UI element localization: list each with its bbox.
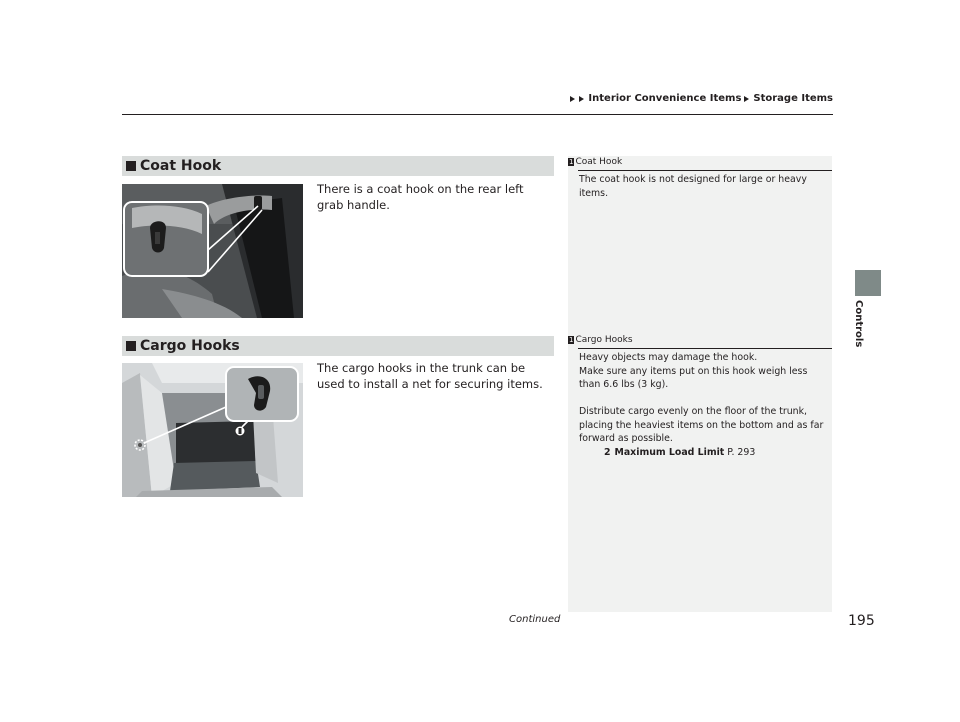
note-number: 1: [569, 158, 574, 166]
breadcrumb: [570, 93, 833, 104]
note-title: Cargo Hooks: [575, 335, 633, 345]
note-title: Coat Hook: [575, 157, 623, 167]
coat-hook-image: [122, 184, 303, 318]
reference-title[interactable]: Maximum Load Limit: [614, 446, 725, 458]
chapter-tab[interactable]: [852, 300, 866, 370]
note-heading-coat-hook: [568, 157, 622, 167]
continued-label: Continued: [509, 614, 561, 625]
note-number: 1: [569, 336, 574, 344]
reference-page: P. 293: [727, 446, 756, 458]
note-text: Distribute cargo evenly on the floor of the trunk, placing the heaviest items on the bottom and as far forward as possible.: [579, 406, 824, 444]
breadcrumb-item-interior[interactable]: Interior Convenience Items: [588, 93, 742, 104]
heading-square-icon: [126, 161, 136, 171]
coat-hook-body: There is a coat hook on the rear left grab handle.: [317, 182, 524, 212]
chapter-tab-marker: [855, 270, 881, 296]
coat-hook-illustration: [122, 184, 303, 318]
breadcrumb-arrow-icon: [744, 96, 749, 102]
cross-reference[interactable]: [579, 446, 829, 460]
note-rule: [578, 170, 832, 171]
cargo-hooks-body: The cargo hooks in the trunk can be used to install a net for securing items.: [317, 361, 543, 391]
section-title: Coat Hook: [140, 158, 222, 174]
chapter-tab-label: Controls: [853, 300, 864, 348]
reference-arrow-icon: 2: [604, 446, 611, 458]
note-body-cargo-hooks: [579, 351, 829, 459]
breadcrumb-item-storage[interactable]: Storage Items: [753, 93, 833, 104]
cargo-hooks-image: [122, 363, 303, 497]
note-heading-cargo-hooks: [568, 335, 633, 345]
note-text: The coat hook is not designed for large or heavy items.: [579, 174, 807, 199]
cargo-hooks-illustration: [122, 363, 303, 497]
breadcrumb-arrow-icon: [570, 96, 575, 102]
section-heading-coat-hook: [122, 156, 554, 176]
breadcrumb-arrow-icon: [579, 96, 584, 102]
heading-square-icon: [126, 341, 136, 351]
note-text: Heavy objects may damage the hook.: [579, 352, 758, 363]
header-rule: [122, 114, 833, 115]
note-body-coat-hook: [579, 173, 829, 200]
page-number: 195: [848, 613, 875, 629]
section-title: Cargo Hooks: [140, 338, 240, 354]
note-rule: [578, 348, 832, 349]
section-heading-cargo-hooks: [122, 336, 554, 356]
note-text: Make sure any items put on this hook weigh less than 6.6 lbs (3 kg).: [579, 365, 808, 390]
